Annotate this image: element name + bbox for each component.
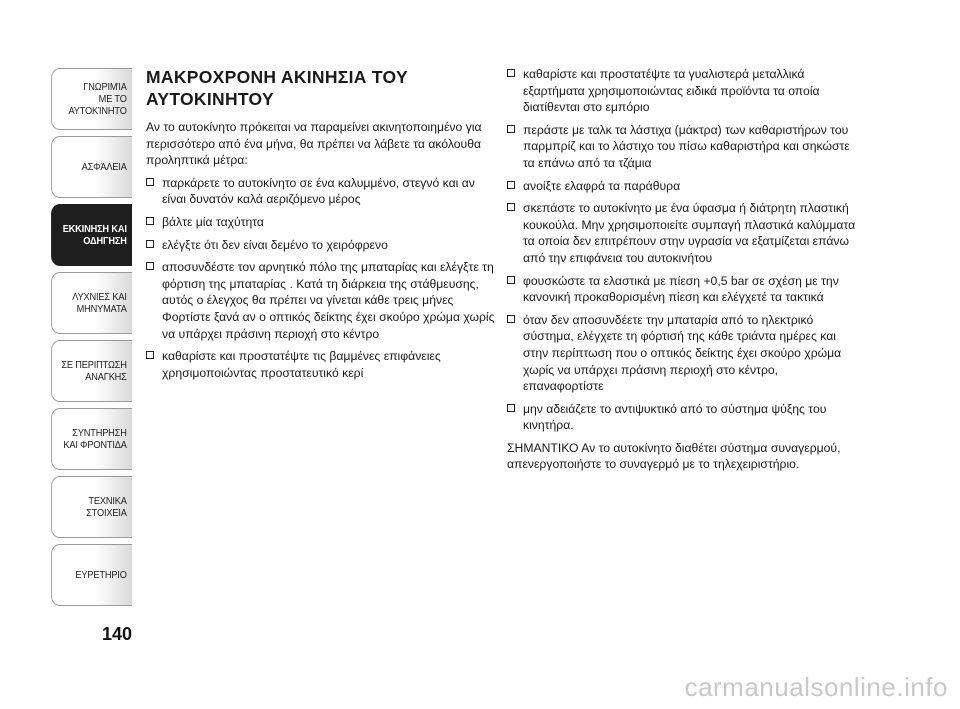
important-note: ΣΗΜΑΝΤΙΚΟ Αν το αυτοκίνητο διαθέτει σύστημα συναγερμού, απενεργοποιήστε το συναγερμό με το τηλεχειριστήριο. [507,440,841,472]
tab-index[interactable] [51,544,132,606]
tab-label: ΑΣΦΆΛΕΙΑ [81,161,127,173]
chapter-tabs [40,68,132,612]
checkbox-bullet-icon [146,351,154,359]
tab-starting-driving[interactable] [51,204,132,266]
checkbox-bullet-icon [507,315,515,323]
tab-warning-lights[interactable] [51,272,132,334]
checkbox-bullet-icon [507,125,515,133]
list-item [507,401,859,434]
tab-technical-data[interactable] [51,476,132,538]
list-item-text: περάστε με ταλκ τα λάστιχα (μάκτρα) των καθαριστήρων του παρμπρίζ και το λάστιχο του πίσω καθαριστήρα και σηκώστε τα επάνω από τα τζάμια [523,122,850,170]
tab-maintenance[interactable] [51,408,132,470]
list-item [507,178,859,195]
list-item [146,259,496,342]
list-item [146,348,496,381]
list-item [507,66,859,116]
tab-label: ΕΚΚΙΝΗΣΗ ΚΑΙ ΟΔΗΓΗΣΗ [62,223,127,247]
checkbox-bullet-icon [507,69,515,77]
list-item [507,312,859,395]
list-item [146,175,496,208]
tab-getting-to-know-car[interactable] [51,68,132,130]
tab-label: ΤΕΧΝΙΚΑ ΣΤΟΙΧΕΙΑ [86,495,127,519]
list-item [146,237,496,254]
intro-paragraph: Αν το αυτοκίνητο πρόκειται να παραμείνει ακινητοποιημένο για περισσότερο από ένα μήνα, θα πρέπει να λάβετε τα ακόλουθα προληπτικά μέτρα: [146,120,482,168]
list-item [507,200,859,266]
tab-label: ΛΥΧΝΙΕΣ ΚΑΙ ΜΗΝΥΜΑΤΑ [72,291,127,315]
tab-safety[interactable] [51,136,132,198]
tab-label: ΓΝΩΡΙΜΊΑ ΜΕ ΤΟ ΑΥΤΟΚΊΝΗΤΟ [68,81,127,117]
checkbox-bullet-icon [146,217,154,225]
list-item-text: παρκάρετε το αυτοκίνητο σε ένα καλυμμένο, στεγνό και αν είναι δυνατόν καλά αεριζόμενο μέρος [162,175,475,207]
tab-label: ΕΥΡΕΤΗΡΙΟ [75,569,127,581]
page-number: 140 [101,624,132,644]
tab-label: ΣΕ ΠΕΡΙΠΤΩΣΗ ΑΝΑΓΚΗΣ [61,359,127,383]
list-item-text: όταν δεν αποσυνδέετε την μπαταρία από το ηλεκτρικό σύστημα, ελέγχετε τη φόρτισή της κάθε τριάντα ημέρες και στην περίπτωση που ο οπτικός δείκτης έχει σκούρο χρώμα χωρίς να υπάρχει πράσινη περιοχή στο κέντρο, επαναφορτίστε [523,312,842,394]
list-item-text: καθαρίστε και προστατέψτε τις βαμμένες επιφάνειες χρησιμοποιώντας προστατευτικό κερί [162,349,441,380]
tab-emergency[interactable] [51,340,132,402]
list-item-text: σκεπάστε το αυτοκίνητο με ένα ύφασμα ή διάτρητη πλαστική κουκούλα. Μην χρησιμοποιείτε συμπαγή πλαστικά καλύμματα τα οποία δεν επιτρέπουν στην υγρασία να εξατμίζεται επάνω από την επιφάνεια του αυτοκινήτου [523,201,856,265]
page-title: ΜΑΚΡΟΧΡΟΝΗ ΑΚΙΝΗΣΙΑ ΤΟΥ ΑΥΤΟΚΙΝΗΤΟΥ [146,67,408,109]
left-column [146,66,496,387]
list-item-text: αποσυνδέστε τον αρνητικό πόλο της μπαταρίας και ελέγξτε τη φόρτιση της μπαταρίας . Κατά τη διάρκεια της στάθμευσης, αυτός ο έλεγχος θα πρέπει να γίνεται κάθε τρεις μήνες Φορτίστε ξανά αν ο οπτικός δείκτης έχει σκούρο χρώμα χωρίς να υπάρχει πράσινη περιοχή στο κέντρο [162,260,495,341]
list-item-text: ελέγξτε ότι δεν είναι δεμένο το χειρόφρενο [162,237,388,252]
checkbox-bullet-icon [507,203,515,211]
list-item [146,214,496,231]
checkbox-bullet-icon [507,276,515,284]
list-item-text: ανοίξτε ελαφρά τα παράθυρα [523,178,681,193]
checkbox-bullet-icon [146,240,154,248]
checkbox-bullet-icon [507,181,515,189]
list-item-text: μην αδειάζετε το αντιψυκτικό από το σύστημα ψύξης του κινητήρα. [523,401,827,433]
list-item-text: βάλτε μία ταχύτητα [162,214,264,229]
list-item [507,122,859,172]
list-item-text: φουσκώστε τα ελαστικά με πίεση +0,5 bar σε σχέση με την κανονική προκαθορισμένη πίεση και ελέγχετέ τα τακτικά [523,273,839,305]
right-column [507,66,859,479]
checkbox-bullet-icon [146,262,154,270]
checkbox-bullet-icon [507,404,515,412]
list-item-text: καθαρίστε και προστατέψτε τα γυαλιστερά μεταλλικά εξαρτήματα χρησιμοποιώντας ειδικά προϊόντα τα οποία διατίθενται στο εμπόριο [523,67,820,115]
tab-label: ΣΥΝΤΗΡΗΣΗ ΚΑΙ ΦΡΟΝΤΙΔΑ [63,427,127,451]
watermark: carmanualsonline.info [684,672,948,702]
checkbox-bullet-icon [146,178,154,186]
list-item [507,273,859,306]
